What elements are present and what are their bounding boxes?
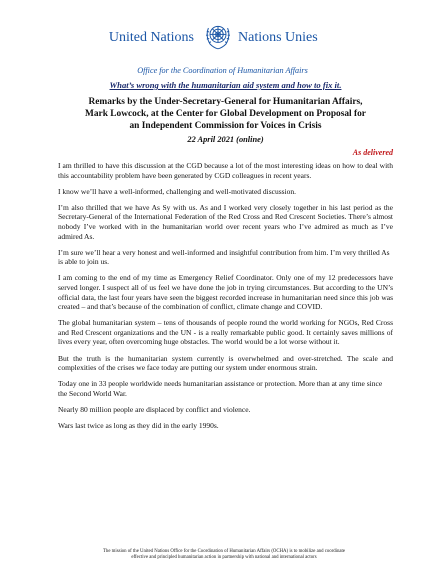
paragraph: I’m sure we’ll hear a very honest and well-informed and insightful contribution from him. I’m very thrilled As is able to join us. <box>58 247 390 267</box>
org-name-english: United Nations <box>108 30 194 45</box>
document-date: 22 April 2021 (online) <box>187 135 264 144</box>
subtitle-line: Remarks by the Under-Secretary-General for Humanitarian Affairs, <box>88 97 363 107</box>
paragraph: The global humanitarian system – tens of thousands of people round the world working for NGOs, Red Cross and Red Crescent organizations and the UN - is a really remarkable public good. It certainly saves millions of lives every year, often overcoming huge obstacles. The world would be a lot worse without it. <box>58 318 393 347</box>
letterhead <box>0 14 445 58</box>
paragraph: I am thrilled to have this discussion at the CGD because a lot of the most interesting ideas on how to deal with this accountability problem have been generated by CGD colleagues in recent years. <box>58 161 393 180</box>
footer-mission-statement <box>54 549 394 562</box>
subtitle-line: Mark Lowcock, at the Center for Global Development on Proposal for <box>85 109 366 119</box>
office-name: Office for the Coordination of Humanitarian Affairs <box>137 66 308 75</box>
document-body <box>58 80 393 437</box>
footer-line: effective and principled humanitarian action in partnership with national and international actors <box>131 555 317 561</box>
subtitle-line: an Independent Commission for Voices in Crisis <box>129 121 322 131</box>
as-delivered-label: As delivered <box>352 148 393 157</box>
paragraph: I am coming to the end of my time as Emergency Relief Coordinator. Only one of my 12 predecessors have served longer. I suspect all of us feel we have done the job in trying circumstances. But according to the UN’s official data, the last four years have seen the biggest recorded increase in humanitarian need since this job was created – and that’s because of the combination of conflict, climate change and COVID. <box>58 273 393 312</box>
document-title: What’s wrong with the humanitarian aid system and how to fix it. <box>109 80 342 90</box>
paragraph: I’m also thrilled that we have As Sy with us. As and I worked very closely together in his last period as the Secretary-General of the International Federation of the Red Cross and Red Crescent Societies. There’s almost nobody I’ve worked with in the humanitarian world over recent years who I’ve admired as much as I’ve admired As. <box>58 202 393 241</box>
paragraph: I know we’ll have a well-informed, challenging and well-motivated discussion. <box>58 186 297 196</box>
un-emblem-icon <box>202 20 234 52</box>
footer-line: The mission of the United Nations Office for the Coordination of Humanitarian Affairs (OCHA) is to mobilize and coordinate <box>102 549 345 554</box>
paragraph: Today one in 33 people worldwide needs humanitarian assistance or protection. More than at any time since the Second World War. <box>58 379 383 398</box>
org-name-french: Nations Unies <box>238 30 318 45</box>
document-subtitle <box>58 96 393 132</box>
paragraph: Wars last twice as long as they did in the early 1990s. <box>58 420 219 430</box>
paragraph: Nearly 80 million people are displaced by conflict and violence. <box>58 404 251 414</box>
paragraph: But the truth is the humanitarian system currently is overwhelmed and over-stretched. The scale and complexities of the crises we face today are putting our system under enormous strain. <box>58 353 393 373</box>
